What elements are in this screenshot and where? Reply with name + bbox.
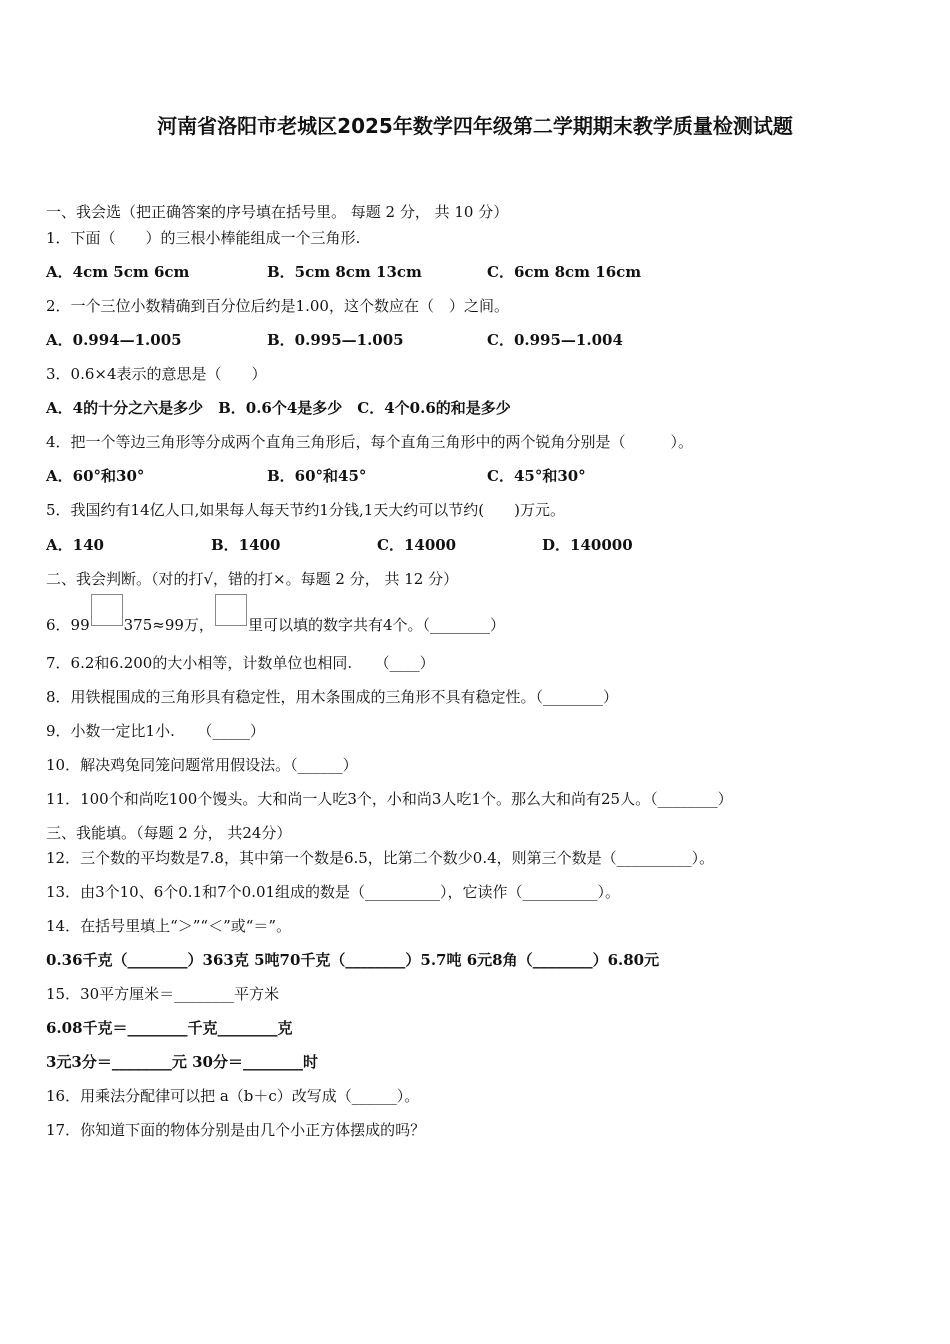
question-15: 15．30平方厘米＝________平方米: [46, 985, 280, 1003]
option-c: C．6cm 8cm 16cm: [487, 263, 642, 281]
question-3: 3．0.6×4表示的意思是（ ）: [46, 365, 267, 383]
option-b: B．0.995—1.005: [267, 331, 404, 349]
question-4-options: [46, 466, 906, 486]
question-7: 7．6.2和6.200的大小相等，计数单位也相同. （____）: [46, 654, 435, 672]
question-12: 12．三个数的平均数是7.8，其中第一个数是6.5，比第二个数少0.4，则第三个数是（__________）。: [46, 849, 715, 867]
question-5-options: [46, 535, 906, 555]
option-b: B．60°和45°: [267, 467, 367, 485]
question-11: 11．100个和尚吃100个馒头。大和尚一人吃3个，小和尚3人吃1个。那么大和尚有25人。（________）: [46, 790, 733, 808]
section-2-heading: 二、我会判断。（对的打√，错的打×。每题 2 分， 共 12 分）: [46, 570, 459, 588]
question-15-line-2: 6.08千克＝________千克________克: [46, 1019, 293, 1037]
option-c: C．45°和30°: [487, 467, 586, 485]
option-c: C．0.995—1.004: [487, 331, 623, 349]
question-14-line: 0.36千克（________）363克 5吨70千克（________）5.7吨 6元8角（________）6.80元: [46, 951, 660, 969]
page-title: 河南省洛阳市老城区2025年数学四年级第二学期期末教学质量检测试题: [157, 114, 793, 138]
option-b: B．1400: [211, 536, 281, 554]
question-8: 8．用铁棍围成的三角形具有稳定性，用木条围成的三角形不具有稳定性。（________）: [46, 688, 619, 706]
question-13: 13．由3个10、6个0.1和7个0.01组成的数是（__________），它读作（__________）。: [46, 883, 621, 901]
question-16: 16．用乘法分配律可以把 a（b＋c）改写成（______）。: [46, 1087, 420, 1105]
question-2-options: [46, 330, 906, 350]
question-10: 10．解决鸡兔同笼问题常用假设法。（______）: [46, 756, 358, 774]
question-1: 1．下面（ ）的三根小棒能组成一个三角形.: [46, 229, 361, 247]
section-3-heading: 三、我能填。（每题 2 分， 共24分）: [46, 824, 292, 842]
question-14: 14．在括号里填上“＞”“＜”或“＝”。: [46, 917, 292, 935]
option-a: A．0.994—1.005: [46, 331, 182, 349]
answer-box[interactable]: [91, 594, 123, 626]
option-d: D．140000: [542, 536, 633, 554]
option-b: B．5cm 8cm 13cm: [267, 263, 422, 281]
question-3-options: A．4的十分之六是多少 B．0.6个4是多少 C．4个0.6的和是多少: [46, 399, 511, 417]
question-9: 9．小数一定比1小. （_____）: [46, 722, 265, 740]
question-15-line-3: 3元3分＝________元 30分＝________时: [46, 1053, 318, 1071]
option-a: A．4cm 5cm 6cm: [46, 263, 190, 281]
question-6-part-1: 6．99: [46, 616, 90, 634]
question-1-options: [46, 262, 906, 282]
option-c: C．14000: [377, 536, 457, 554]
question-17: 17．你知道下面的物体分别是由几个小正方体摆成的吗？: [46, 1121, 426, 1139]
question-6-part-3: 里可以填的数字共有4个。（________）: [247, 616, 505, 634]
section-1-heading: 一、我会选（把正确答案的序号填在括号里。 每题 2 分， 共 10 分）: [46, 203, 509, 221]
option-a: A．60°和30°: [46, 467, 145, 485]
question-2: 2．一个三位小数精确到百分位后约是1.00，这个数应在（ ）之间。: [46, 297, 509, 315]
question-6-part-2: 375≈99万，: [123, 616, 214, 634]
answer-box[interactable]: [215, 594, 247, 626]
option-a: A．140: [46, 536, 104, 554]
question-5: 5．我国约有14亿人口,如果每人每天节约1分钱,1天大约可以节约( )万元。: [46, 501, 565, 519]
question-4: 4．把一个等边三角形等分成两个直角三角形后，每个直角三角形中的两个锐角分别是（ ）。: [46, 433, 694, 451]
question-6: [46, 606, 505, 638]
